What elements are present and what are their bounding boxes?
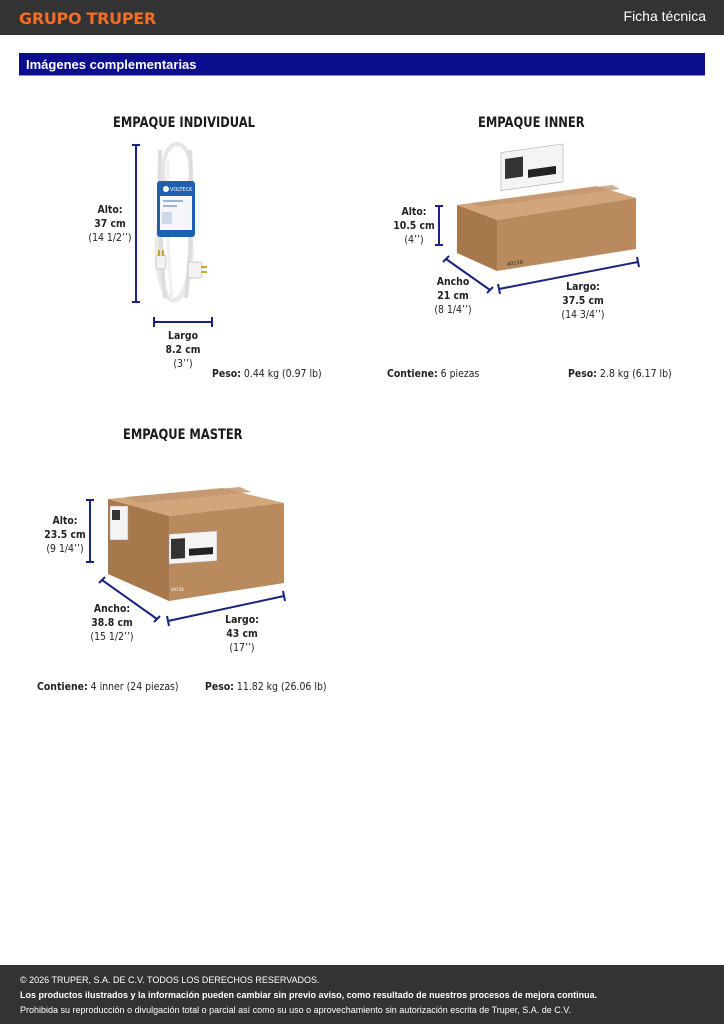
inner-box-image	[457, 144, 636, 271]
master-heading: EMPAQUE MASTER	[123, 427, 243, 443]
inner-heading: EMPAQUE INNER	[478, 115, 585, 131]
svg-text:VOLTECK: VOLTECK	[170, 187, 193, 193]
master-width-label: Ancho: 38.8 cm (15 1/2’’)	[90, 602, 134, 643]
extension-cord-image	[156, 144, 207, 300]
inner-height-label: Alto: 10.5 cm (4’’)	[393, 205, 435, 246]
svg-text:40158: 40158	[171, 587, 184, 592]
section-title: Imágenes complementarias	[26, 57, 197, 72]
master-box-image	[108, 487, 284, 601]
individual-heading: EMPAQUE INDIVIDUAL	[113, 115, 255, 131]
master-weight: Peso: 11.82 kg (26.06 lb)	[205, 680, 327, 693]
brand-logo: GRUPO TRUPER	[19, 9, 156, 28]
footer	[0, 965, 724, 1024]
svg-text:8m: 8m	[180, 229, 194, 238]
individual-height-label: Alto: 37 cm (14 1/2’’)	[88, 203, 132, 244]
footer-copyright: © 2026 TRUPER, S.A. DE C.V. TODOS LOS DERECHOS RESERVADOS.	[20, 975, 320, 985]
document-type: Ficha técnica	[623, 8, 706, 24]
individual-length-label: Largo 8.2 cm (3’’)	[165, 329, 201, 370]
inner-weight: Peso: 2.8 kg (6.17 lb)	[568, 367, 672, 380]
individual-weight: Peso: 0.44 kg (0.97 lb)	[212, 367, 322, 380]
master-contents: Contiene: 4 inner (24 piezas)	[37, 680, 179, 693]
master-length-label: Largo: 43 cm (17’’)	[225, 613, 259, 654]
footer-prohibition: Prohibida su reproducción o divulgación total o parcial así como su uso o aprovechamiento sin autorización escrita de Truper, S.A. de C.V.	[20, 1005, 571, 1015]
footer-notice: Los productos ilustrados y la información pueden cambiar sin previo aviso, como resultado de nuestros procesos de mejora continua.	[20, 990, 598, 1000]
inner-length-label: Largo: 37.5 cm (14 3/4’’)	[561, 280, 605, 321]
inner-width-label: Ancho 21 cm (8 1/4’’)	[434, 275, 472, 316]
master-height-label: Alto: 23.5 cm (9 1/4’’)	[44, 514, 86, 555]
inner-contents: Contiene: 6 piezas	[387, 367, 480, 380]
svg-text:40158: 40158	[507, 259, 523, 268]
